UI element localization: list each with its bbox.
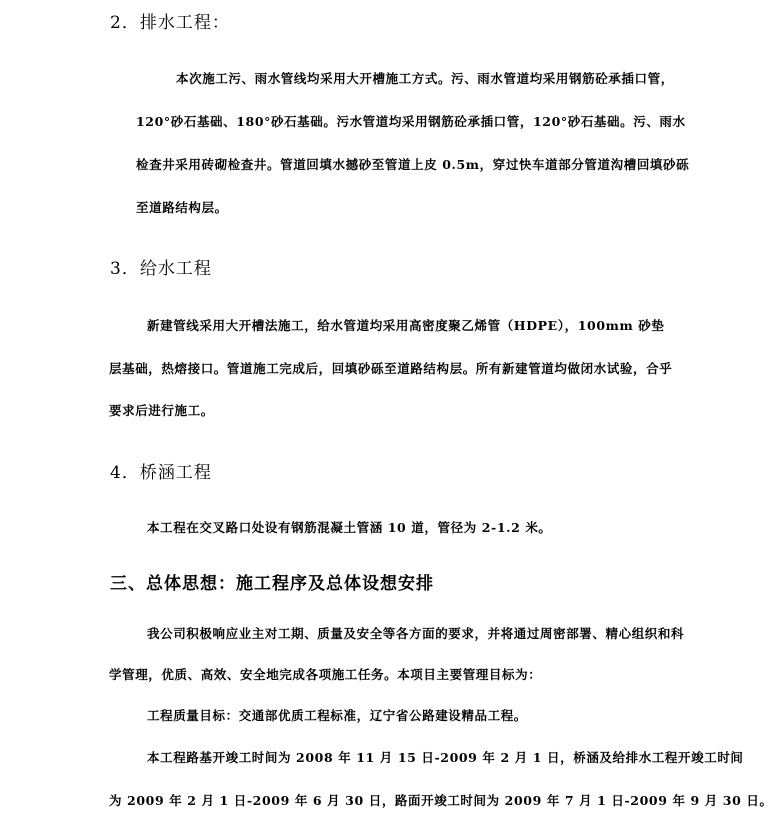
schedule-para-line-2: 为 2009 年 2 月 1 日-2009 年 6 月 30 日，路面开竣工时间为 2009 年 7 月 1 日-2009 年 9 月 30 日。: [109, 793, 773, 808]
heading-bridge-culvert: 4．桥涵工程: [110, 463, 212, 483]
heading-water-supply: 3．给水工程: [110, 259, 212, 279]
quality-target-line: 工程质量目标：交通部优质工程标准，辽宁省公路建设精品工程。: [147, 708, 527, 723]
drainage-para-line-2: 120°砂石基础、180°砂石基础。污水管道均采用钢筋砼承插口管，120°砂石基础。污、雨水: [136, 114, 686, 129]
drainage-para-line-4: 至道路结构层。: [136, 200, 228, 215]
water-supply-para-line-2: 层基础，热熔接口。管道施工完成后，回填砂砾至道路结构层。所有新建管道均做闭水试验，合乎: [109, 361, 673, 376]
bridge-culvert-para-line-1: 本工程在交叉路口处设有钢筋混凝土管涵 10 道，管径为 2-1.2 米。: [147, 520, 552, 535]
drainage-para-line-1: 本次施工污、雨水管线均采用大开槽施工方式。污、雨水管道均采用钢筋砼承插口管，: [176, 71, 674, 86]
schedule-para-line-1: 本工程路基开竣工时间为 2008 年 11 月 15 日-2009 年 2 月 1 日，桥涵及给排水工程开竣工时间: [147, 750, 744, 765]
drainage-para-line-3: 检查井采用砖砌检查井。管道回填水撼砂至管道上皮 0.5m，穿过快车道部分管道沟槽回填砂砾: [136, 157, 690, 172]
water-supply-para-line-3: 要求后进行施工。: [109, 403, 214, 418]
overall-para-line-2: 学管理，优质、高效、安全地完成各项施工任务。本项目主要管理目标为：: [109, 667, 542, 682]
water-supply-para-line-1: 新建管线采用大开槽法施工，给水管道均采用高密度聚乙烯管（HDPE），100mm 砂垫: [147, 318, 665, 333]
section-heading-overall: 三、总体思想：施工程序及总体设想安排: [110, 574, 434, 594]
overall-para-line-1: 我公司积极响应业主对工期、质量及安全等各方面的要求，并将通过周密部署、精心组织和科: [147, 626, 685, 641]
heading-drainage: 2．排水工程：: [110, 13, 230, 33]
